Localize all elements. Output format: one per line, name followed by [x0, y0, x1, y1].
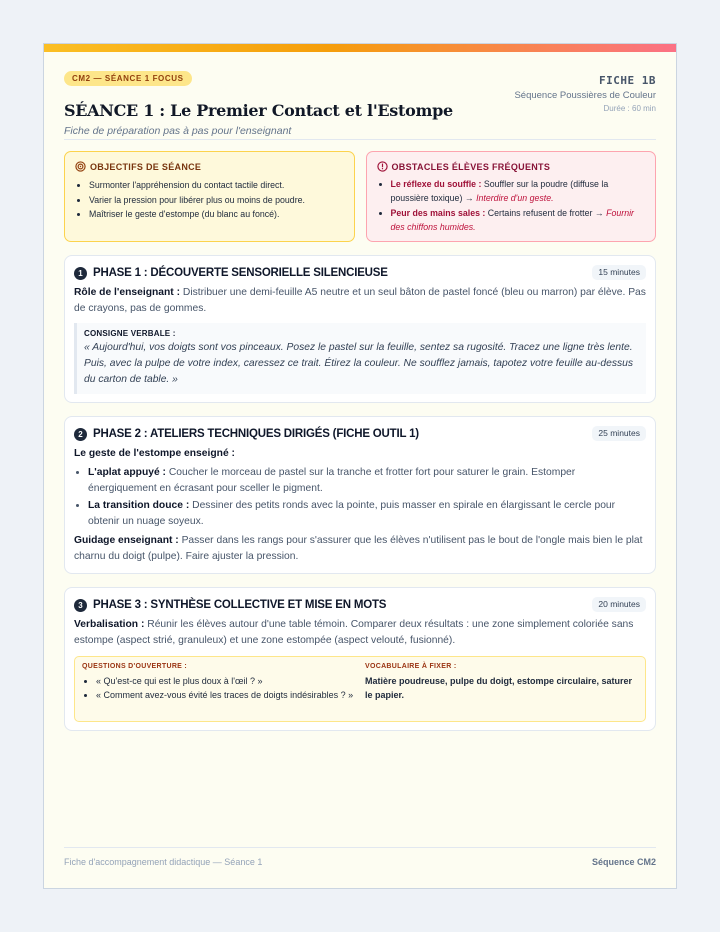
list-item: • « Comment avez-vous évité les traces de doigts indésirables ? » — [96, 688, 355, 702]
obstacles-title: OBSTACLES ÉLÈVES FRÉQUENTS — [391, 161, 551, 172]
page-header — [64, 52, 656, 140]
synthesis-box — [74, 656, 646, 722]
teacher-guidance: Guidage enseignant : Passer dans les rangs pour s'assurer que les élèves n'utilisent pas le bout de l'ongle mais bien le plat charnu du doigt (pulpe). Faire ajuster la pression. — [74, 535, 643, 562]
questions-column: QUESTIONS D'OUVERTURE : • « Qu'est-ce qui est le plus doux à l'œil ? » • « Comment avez-vous évité les traces de doigts indésirables ? » — [82, 663, 355, 715]
phase-title: PHASE 3 : SYNTHÈSE COLLECTIVE ET MISE EN MOTS — [93, 599, 387, 611]
teacher-role: Rôle de l'enseignant : Distribuer une demi-feuille A5 neutre et un seul bâton de pastel foncé (bleu ou marron) par élève. Pas de crayons, pas de gommes. — [74, 287, 646, 314]
page-subtitle: Fiche de préparation pas à pas pour l'enseignant — [64, 125, 292, 137]
phase-1-card — [64, 255, 656, 403]
phase-title: PHASE 2 : ATELIERS TECHNIQUES DIRIGÉS (FICHE OUTIL 1) — [93, 428, 419, 440]
list-item: • Peur des mains sales : Certains refusent de frotter → Fournir des chiffons humides. — [391, 207, 646, 234]
duration-badge: 20 minutes — [592, 597, 646, 612]
fiche-number: FICHE 1B — [599, 74, 656, 87]
lesson-sheet — [43, 43, 677, 889]
list-item: • « Qu'est-ce qui est le plus doux à l'œil ? » — [96, 674, 355, 688]
objectives-title: OBJECTIFS DE SÉANCE — [90, 161, 202, 172]
phase-number: 3 — [74, 599, 87, 612]
phase-2-card — [64, 416, 656, 574]
technique-intro: Le geste de l'estompe enseigné : — [74, 448, 235, 459]
level-badge: CM2 — SÉANCE 1 FOCUS — [64, 71, 192, 86]
obstacles-box — [366, 151, 657, 242]
footer-right: Séquence CM2 — [591, 857, 656, 867]
phase-title: PHASE 1 : DÉCOUVERTE SENSORIELLE SILENCIEUSE — [93, 267, 388, 279]
phase-number: 2 — [74, 428, 87, 441]
duration: Durée : 60 min — [603, 104, 656, 113]
accent-bar — [44, 44, 676, 52]
phase-number: 1 — [74, 267, 87, 280]
list-item: • Le réflexe du souffle : Souffler sur la poudre (diffuse la poussière toxique) → Interdire d'un geste. — [391, 178, 646, 205]
list-item: • La transition douce : Dessiner des petits ronds avec la pointe, puis masser en spirale en élargissant le cercle pour obtenir un nuage soyeux. — [88, 498, 646, 530]
header-meta — [514, 74, 656, 113]
verbal-instruction: CONSIGNE VERBALE : « Aujourd'hui, vos doigts sont vos pinceaux. Posez le pastel sur la feuille, sentez sa rugosité. Tracez une ligne très lente. Puis, avec la pulpe de votre index, caressez ce trait. Étirez la couleur. Ne soufflez jamais, tapotez votre feuille au-dessus du carton de table. » — [74, 323, 646, 394]
list-item: • Maîtriser le geste d'estompe (du blanc au foncé). — [89, 207, 344, 222]
list-item: • L'aplat appuyé : Coucher le morceau de pastel sur la tranche et frotter fort pour saturer le grain. Estomper énergiquement en écrasant pour sceller le pigment. — [88, 465, 646, 497]
page-footer — [64, 847, 656, 867]
list-item: • Varier la pression pour libérer plus ou moins de poudre. — [89, 193, 344, 208]
objectives-list — [89, 178, 344, 222]
footer-left: Fiche d'accompagnement didactique — Séance 1 — [64, 857, 263, 867]
target-icon — [75, 161, 86, 172]
duration-badge: 15 minutes — [592, 265, 646, 280]
sequence-name: Séquence Poussières de Couleur — [514, 90, 656, 101]
info-boxes — [64, 151, 656, 242]
vocabulary-column: VOCABULAIRE À FIXER : Matière poudreuse, pulpe du doigt, estompe circulaire, saturer le papier. — [365, 663, 633, 700]
list-item: • Surmonter l'appréhension du contact tactile direct. — [89, 178, 344, 193]
duration-badge: 25 minutes — [592, 426, 646, 441]
technique-list — [88, 465, 646, 530]
warning-icon — [377, 161, 388, 172]
obstacles-list — [391, 178, 646, 234]
phase-3-card — [64, 587, 656, 731]
page-title: SÉANCE 1 : Le Premier Contact et l'Estompe — [64, 101, 453, 120]
objectives-box — [64, 151, 355, 242]
verbalisation: Verbalisation : Réunir les élèves autour d'une table témoin. Comparer deux résultats : une zone simplement coloriée sans estompe (aspect strié, granuleux) et une zone estompée (aspect velouté, fusionné). — [74, 619, 634, 646]
